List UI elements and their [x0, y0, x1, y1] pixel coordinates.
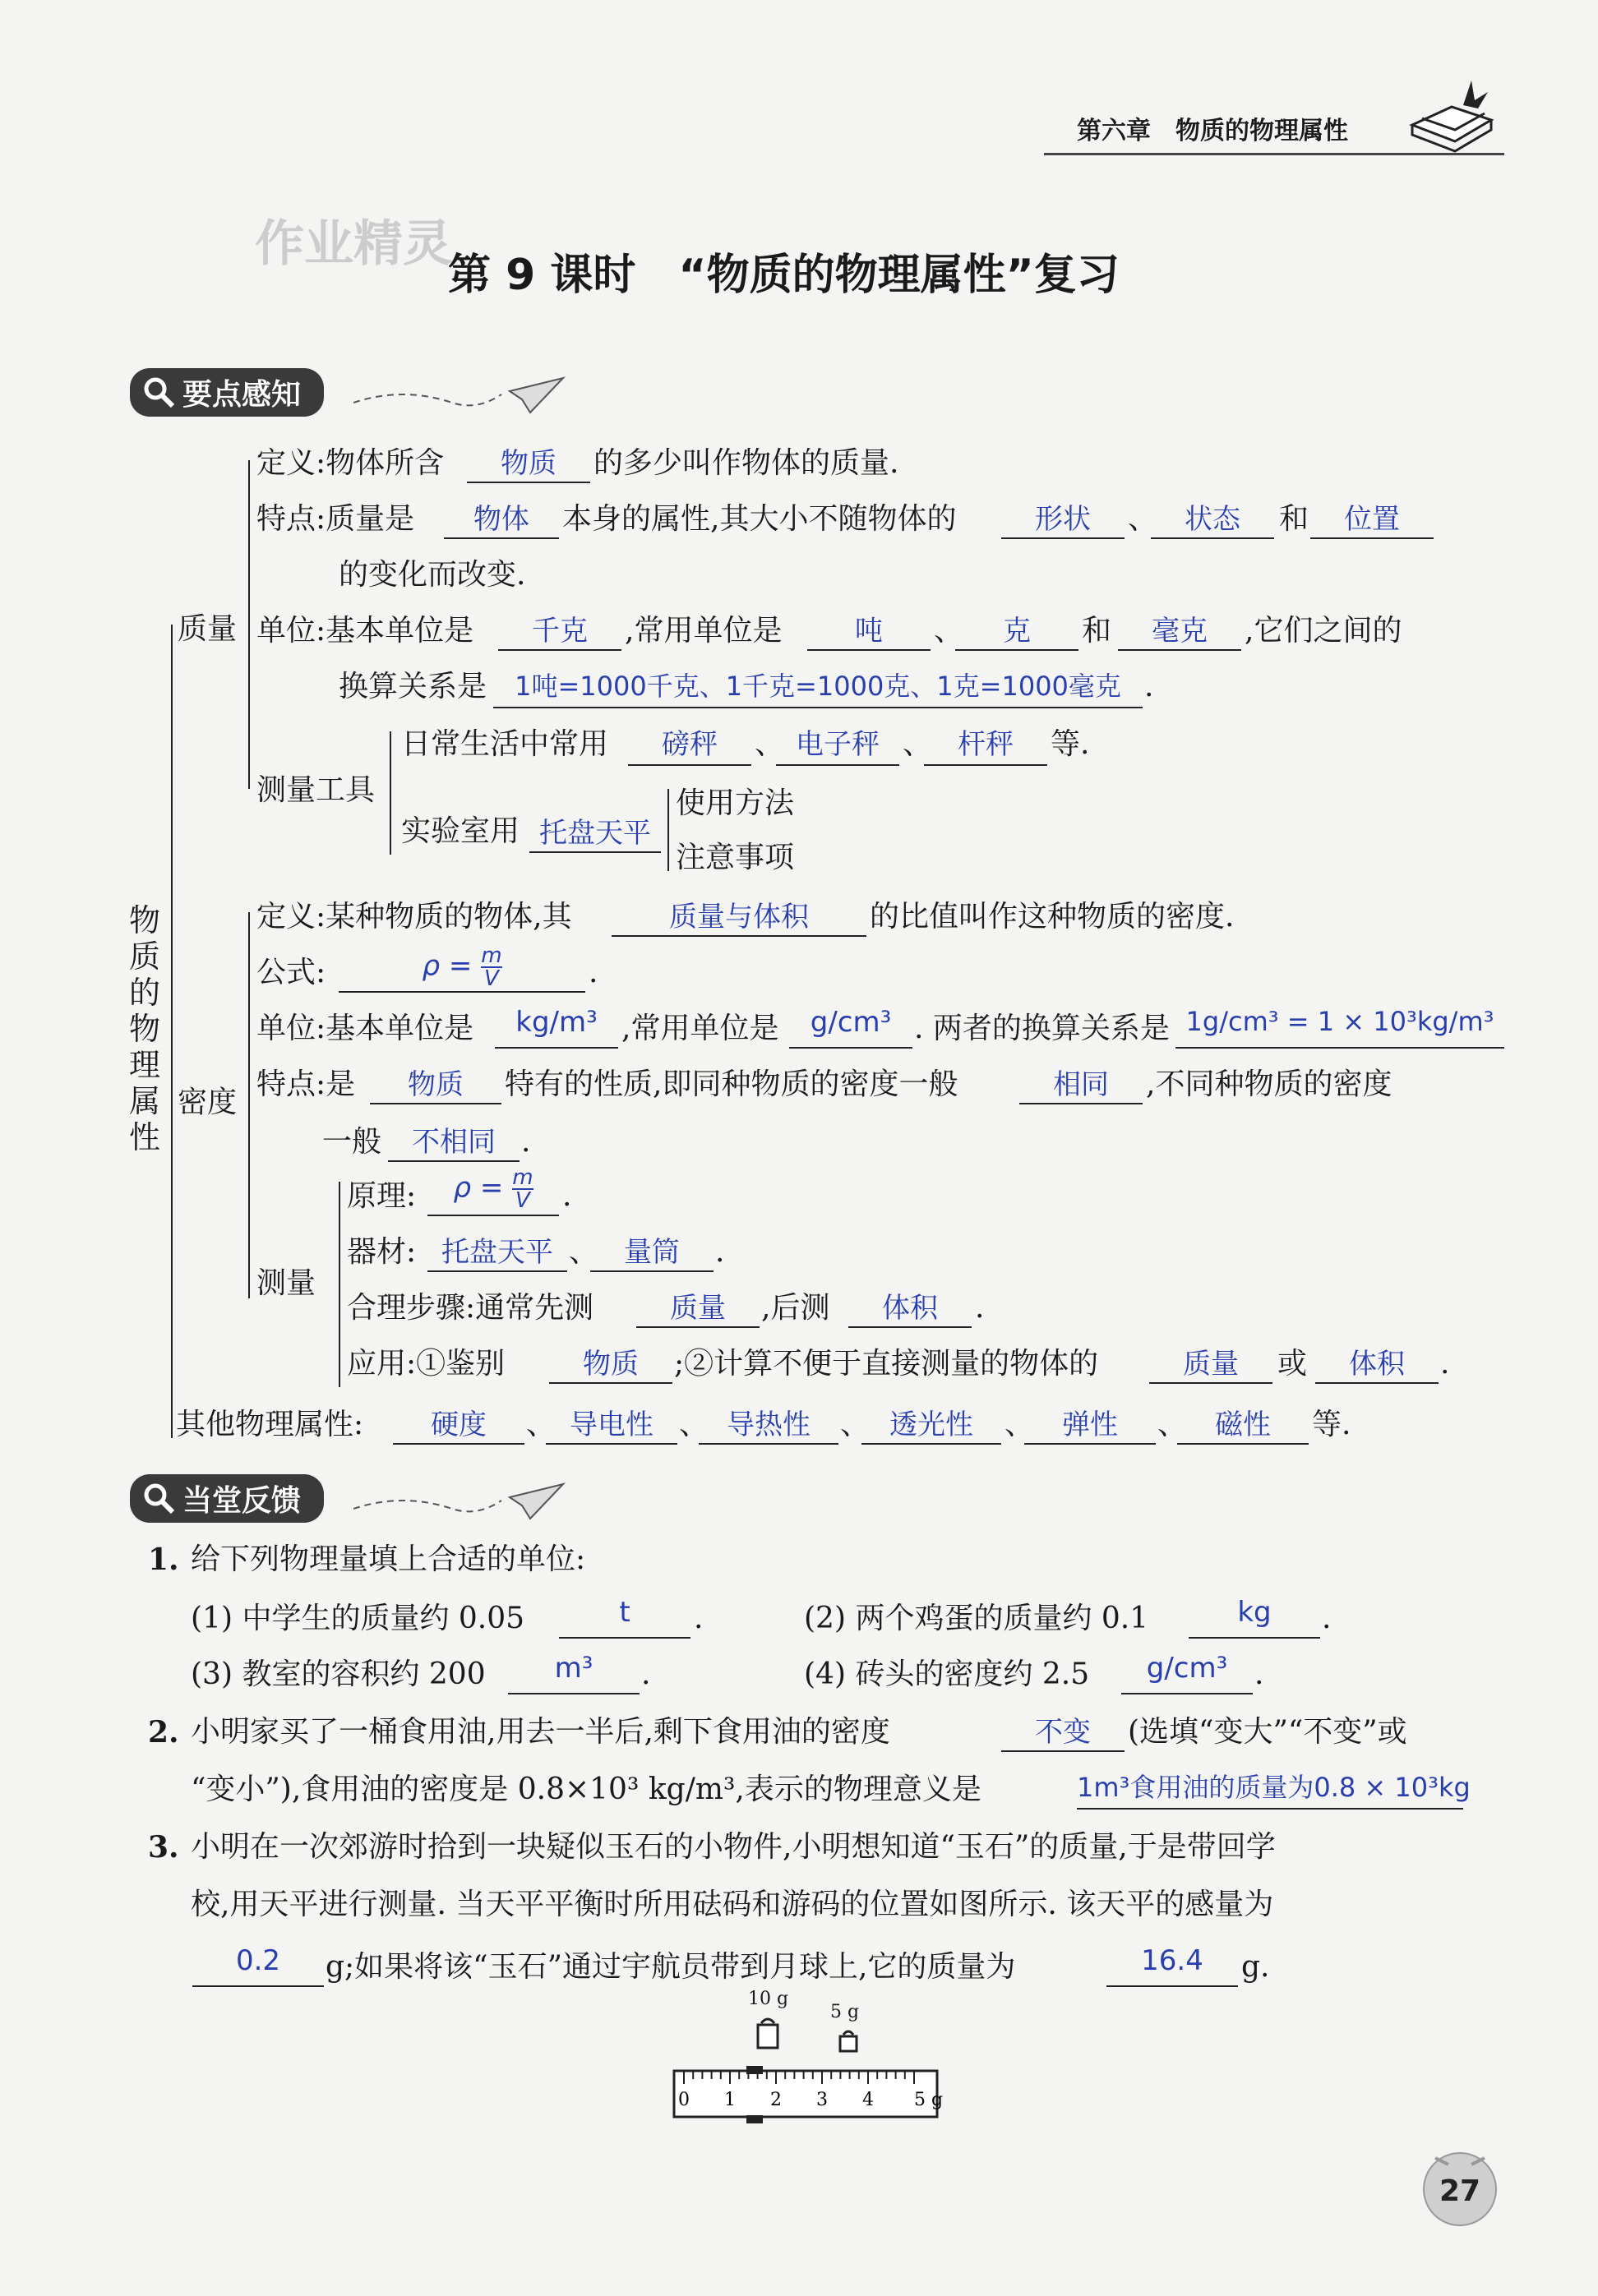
search-icon [141, 375, 176, 409]
period: . [1144, 670, 1154, 703]
blank [393, 1443, 524, 1445]
measure-brace [339, 1182, 340, 1387]
section-feedback [130, 1474, 324, 1523]
blank [495, 1047, 618, 1049]
blank [444, 537, 559, 539]
blank [1175, 1047, 1504, 1049]
blank [467, 482, 590, 483]
q1-number: 1. [148, 1542, 179, 1577]
other-suffix: 等. [1312, 1408, 1351, 1441]
answer: 磁性 [1215, 1408, 1271, 1441]
mass-feat-line2: 的变化而改变. [339, 558, 526, 592]
blank [1315, 1382, 1439, 1384]
sep: 、 [1128, 502, 1158, 536]
blank [388, 1160, 520, 1162]
answer: 导电性 [570, 1408, 654, 1441]
tool-label: 测量工具 [256, 773, 376, 807]
blank [427, 1215, 559, 1216]
answer: kg/m³ [515, 1006, 598, 1039]
section-label: 要点感知 [182, 378, 302, 412]
num: m [512, 1165, 533, 1190]
blank [955, 649, 1078, 651]
watermark: 作业精灵 [255, 215, 452, 273]
scale-tick-label: 2 [770, 2090, 782, 2110]
answer: 状态 [1185, 503, 1240, 536]
density-feat-suffix: ,不同种物质的密度 [1146, 1067, 1392, 1101]
period: . [975, 1291, 985, 1325]
period: . [589, 956, 598, 989]
blank [861, 1443, 1001, 1445]
blank [339, 991, 585, 993]
blank [612, 935, 866, 937]
blank [498, 649, 621, 651]
density-unit-mid2: . 两者的换算关系是 [914, 1012, 1170, 1045]
answer: 物质 [583, 1348, 639, 1381]
sep: 、 [903, 727, 933, 761]
q1-d: (4) 砖头的密度约 2.5 [804, 1657, 1090, 1691]
page-title: 第 9 课时 “物质的物理属性”复习 [448, 251, 1120, 300]
blank [1310, 537, 1434, 539]
q1-a: (1) 中学生的质量约 0.05 [191, 1602, 525, 1635]
steps-prefix: 合理步骤:通常先测 [347, 1291, 594, 1325]
search-icon [141, 1481, 176, 1515]
den: V [483, 966, 499, 991]
blank [508, 1693, 640, 1694]
blank [628, 764, 751, 766]
q1-c: (3) 教室的容积约 200 [191, 1657, 486, 1691]
answer: 托盘天平 [441, 1236, 553, 1269]
period: . [694, 1602, 704, 1635]
balance-figure [666, 2013, 945, 2137]
formula-answer [339, 945, 585, 989]
answer: 不相同 [412, 1126, 496, 1159]
scale-tick-label: 5 g [914, 2090, 944, 2110]
answer: 物质 [501, 447, 557, 480]
q3-line1: 小明在一次郊游时拾到一块疑似玉石的小物件,小明想知道“玉石”的质量,于是带回学 [191, 1830, 1276, 1864]
blank [1118, 649, 1241, 651]
notes: 注意事项 [676, 841, 795, 874]
answer: kg [1237, 1596, 1272, 1629]
answer: 吨 [855, 615, 883, 648]
daily-suffix: 等. [1051, 727, 1090, 761]
lab-prefix: 实验室用 [401, 814, 520, 848]
sep: 、 [934, 614, 964, 648]
rho: ρ = [453, 1171, 504, 1205]
daily-prefix: 日常生活中常用 [401, 727, 609, 761]
blank [1189, 1637, 1320, 1639]
header-rule [1044, 153, 1504, 155]
blank [1149, 1382, 1272, 1384]
answer: 克 [1003, 615, 1031, 648]
measure-label: 测量 [256, 1266, 316, 1300]
scale-tick-label: 1 [724, 2090, 736, 2110]
mass-def-prefix: 定义:物体所含 [256, 446, 445, 480]
blank [1001, 537, 1125, 539]
section-label: 当堂反馈 [182, 1484, 302, 1518]
tool-brace [390, 731, 391, 855]
density-def-prefix: 定义:某种物质的物体,其 [256, 900, 572, 934]
root-brace [171, 625, 173, 1438]
blank [559, 1637, 690, 1639]
or: 或 [1277, 1347, 1308, 1381]
density-def-suffix: 的比值叫作这种物质的密度. [870, 900, 1235, 934]
rider-bottom [746, 2115, 763, 2123]
blank [1019, 1103, 1143, 1104]
and: 和 [1082, 614, 1112, 648]
answer: 质量 [1183, 1348, 1239, 1381]
formula-prefix: 公式: [256, 956, 326, 989]
answer: 物体 [473, 503, 529, 536]
answer: 物质 [408, 1068, 464, 1101]
blank [789, 1047, 912, 1049]
den: V [515, 1188, 530, 1213]
scale-body [674, 2071, 937, 2117]
density-feat-line2: 一般 [322, 1125, 382, 1159]
density-brace [248, 912, 250, 1298]
answer: 不变 [1035, 1716, 1091, 1749]
weight-5g-label: 5 g [830, 2002, 860, 2022]
answer: t [619, 1596, 630, 1629]
density-feat-mid: 特有的性质,即同种物质的密度一般 [505, 1067, 958, 1101]
answer: g/cm³ [810, 1006, 892, 1039]
mass-label: 质量 [178, 612, 238, 646]
period: . [562, 1179, 572, 1213]
answer: 导热性 [727, 1408, 811, 1441]
answer: m³ [554, 1652, 593, 1685]
mass-feat-prefix: 特点:质量是 [256, 502, 415, 536]
page-number: 27 [1439, 2174, 1481, 2208]
sep: 、 [1005, 1408, 1035, 1441]
blank [699, 1443, 838, 1445]
answer: 16.4 [1141, 1944, 1203, 1977]
q3-number: 3. [148, 1830, 179, 1865]
root-label: 物质的物理属性 [128, 902, 160, 1155]
period: . [1322, 1602, 1332, 1635]
period: . [521, 1125, 531, 1159]
answer: g/cm³ [1146, 1652, 1228, 1685]
sep: 、 [569, 1235, 599, 1269]
answer: 千克 [532, 615, 588, 648]
blank [1151, 537, 1274, 539]
q1-b: (2) 两个鸡蛋的质量约 0.1 [804, 1602, 1149, 1635]
mass-brace [248, 460, 250, 789]
principle-answer [427, 1167, 559, 1211]
answer: 相同 [1053, 1068, 1109, 1101]
answer: 托盘天平 [539, 817, 651, 850]
principle-prefix: 原理: [347, 1179, 417, 1213]
blank [807, 649, 931, 651]
blank [1001, 1750, 1125, 1752]
weight-10g [758, 2019, 778, 2048]
mass-unit-mid: ,常用单位是 [625, 614, 783, 648]
density-unit-mid: ,常用单位是 [621, 1012, 779, 1045]
rho: ρ = [422, 949, 473, 983]
blank [1106, 1985, 1238, 1987]
chapter-header: 第六章 物质的物理属性 [1077, 117, 1348, 145]
num: m [481, 943, 502, 968]
blank [590, 1270, 714, 1272]
blank [549, 1382, 672, 1384]
blank [1177, 1443, 1309, 1445]
answer: 1g/cm³ = 1 × 10³kg/m³ [1185, 1006, 1494, 1037]
density-label: 密度 [178, 1086, 238, 1119]
sep: 、 [1157, 1408, 1188, 1441]
blank [848, 1326, 972, 1328]
period: . [1254, 1657, 1264, 1691]
blank [636, 1326, 760, 1328]
blank [546, 1443, 677, 1445]
paper-plane-icon [353, 370, 567, 419]
answer: 1m³食用油的质量为0.8 × 10³kg [1077, 1772, 1471, 1803]
page-number-badge [1411, 2140, 1509, 2230]
answer: 电子秤 [796, 728, 880, 761]
scale-tick-label: 3 [816, 2090, 828, 2110]
answer: 磅秤 [662, 728, 718, 761]
weight-10g-label: 10 g [748, 1989, 789, 2009]
period: . [715, 1235, 725, 1269]
other-prefix: 其他物理属性: [176, 1408, 364, 1441]
density-unit-prefix: 单位:基本单位是 [256, 1012, 474, 1045]
q3-line3: g;如果将该“玉石”通过宇航员带到月球上,它的质量为 [326, 1950, 1016, 1984]
sep: 、 [526, 1408, 557, 1441]
rider-top [746, 2066, 763, 2074]
scale-tick-label: 0 [678, 2090, 690, 2110]
scale-tick-label: 4 [862, 2090, 874, 2110]
blank [1121, 1693, 1253, 1694]
answer: 透光性 [889, 1408, 973, 1441]
app-prefix: 应用:①鉴别 [347, 1347, 506, 1381]
use-method: 使用方法 [676, 786, 795, 820]
q1-stem: 给下列物理量填上合适的单位: [191, 1542, 586, 1576]
mass-conv-prefix: 换算关系是 [339, 670, 487, 703]
q3-line2: 校,用天平进行测量. 当天平平衡时所用砝码和游码的位置如图所示. 该天平的感量为 [191, 1888, 1274, 1921]
sep: 、 [840, 1408, 871, 1441]
blank [192, 1985, 324, 1987]
mass-unit-prefix: 单位:基本单位是 [256, 614, 474, 648]
blank [370, 1103, 501, 1104]
blank [1077, 1808, 1463, 1810]
mass-unit-suffix: ,它们之间的 [1245, 614, 1402, 648]
sep: 、 [679, 1408, 709, 1441]
mass-def-suffix: 的多少叫作物体的质量. [593, 446, 899, 480]
answer: 1吨=1000千克、1千克=1000克、1克=1000毫克 [515, 671, 1121, 702]
lab-brace [667, 789, 669, 871]
answer: 量筒 [624, 1236, 680, 1269]
density-feat-prefix: 特点:是 [256, 1067, 356, 1101]
q2-line1: 小明家买了一桶食用油,用去一半后,剩下食用油的密度 [191, 1715, 890, 1749]
sep: 、 [755, 727, 785, 761]
answer: 体积 [882, 1292, 938, 1325]
answer: 杆秤 [958, 728, 1014, 761]
blank [924, 764, 1047, 766]
answer: 体积 [1349, 1348, 1405, 1381]
blank [493, 707, 1143, 708]
q3-line3-end: g. [1241, 1950, 1270, 1984]
answer: 质量与体积 [669, 901, 809, 934]
blank [427, 1270, 567, 1272]
section-key-points [130, 368, 324, 417]
blank [529, 851, 661, 853]
answer: 0.2 [235, 1944, 281, 1977]
answer: 毫克 [1152, 615, 1208, 648]
period: . [641, 1657, 651, 1691]
books-icon [1406, 76, 1496, 154]
steps-mid: ,后测 [761, 1291, 830, 1325]
answer: 弹性 [1062, 1408, 1118, 1441]
mass-feat-mid: 本身的属性,其大小不随物体的 [562, 502, 957, 536]
q2-number: 2. [148, 1715, 179, 1750]
answer: 硬度 [431, 1408, 487, 1441]
answer: 位置 [1344, 503, 1400, 536]
period: . [1440, 1347, 1450, 1381]
q2-line2: “变小”),食用油的密度是 0.8×10³ kg/m³,表示的物理意义是 [191, 1773, 981, 1806]
answer: 质量 [670, 1292, 726, 1325]
blank [776, 764, 899, 766]
paper-plane-icon [353, 1476, 567, 1525]
equip-prefix: 器材: [347, 1235, 417, 1269]
answer: 形状 [1035, 503, 1091, 536]
q2-line1-suffix: (选填“变大”“不变”或 [1128, 1715, 1407, 1749]
app-mid: ;②计算不便于直接测量的物体的 [674, 1347, 1099, 1381]
blank [1024, 1443, 1156, 1445]
weight-5g [840, 2031, 857, 2051]
and: 和 [1279, 502, 1309, 536]
